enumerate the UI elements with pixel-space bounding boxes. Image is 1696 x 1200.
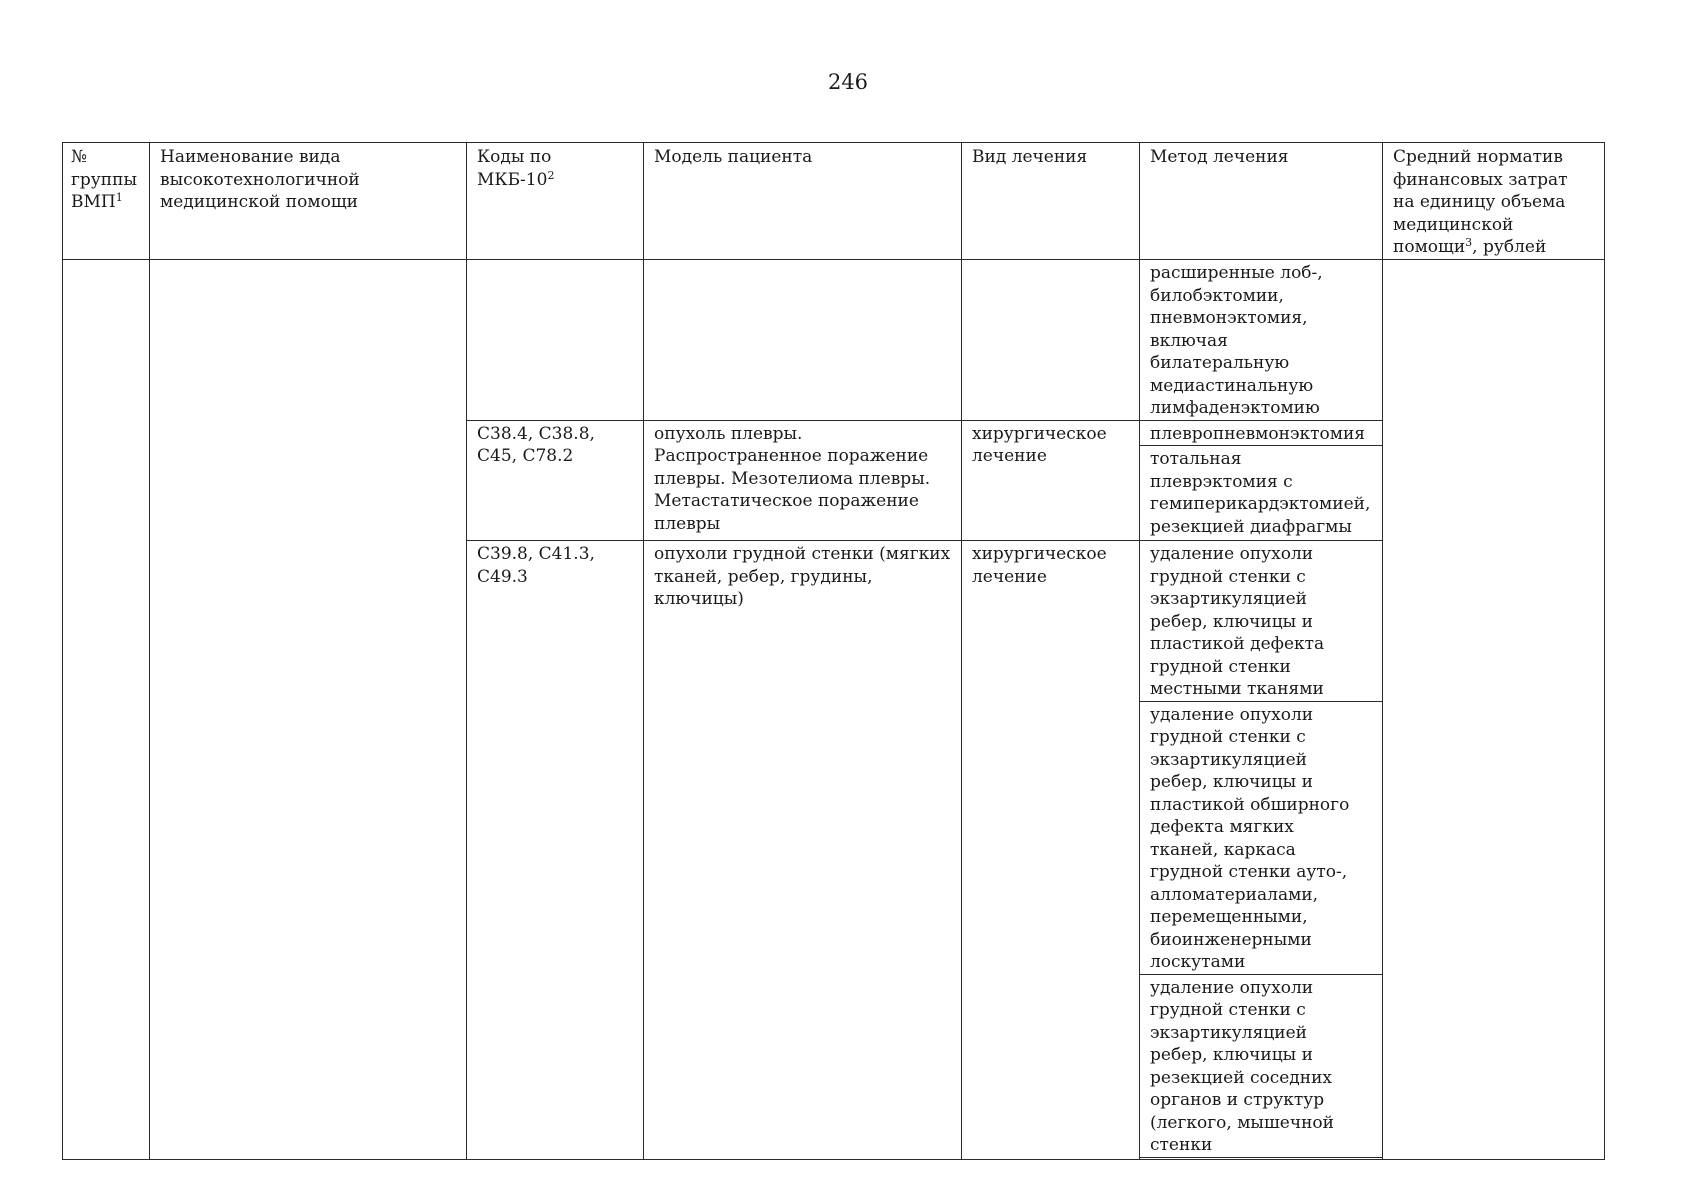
patient-model-cell: опухоль плевры. Распространенное поражение плевры. Мезотелиома плевры. Метастатическое поражение плевры (644, 420, 962, 541)
treatment-type-cell: хирургическое лечение (962, 541, 1140, 1160)
treatment-method-cell: удаление опухоли грудной стенки с экзартикуляцией ребер, ключицы и резекцией соседних органов и структур (легкого, мышечной стенки (1140, 974, 1383, 1157)
header-financial-norm: Средний норматив финансовых затрат на единицу объема медицинской помощи$^3$, рублей (1383, 143, 1605, 260)
patient-model-cell: опухоли грудной стенки (мягких тканей, ребер, грудины, ключицы) (644, 541, 962, 1160)
group-number-cell (63, 260, 150, 1160)
header-patient-model: Модель пациента (644, 143, 962, 260)
treatment-method-cell: удаление опухоли грудной стенки с экзартикуляцией ребер, ключицы и пластикой обширного дефекта мягких тканей, каркаса грудной стенки ауто-, алломатериалами, перемещенными, биоинженерными лоскутами (1140, 701, 1383, 974)
patient-model-cell (644, 260, 962, 421)
treatment-method-cell: расширенные лоб-, билобэктомии, пневмонэктомия, включая билатеральную медиастинальную лимфаденэктомию (1140, 260, 1383, 421)
treatment-method-cell: тотальная плеврэктомия с гемиперикардэктомией, резекцией диафрагмы (1140, 446, 1383, 541)
header-icd-codes: Коды по МКБ-$10^2$ (467, 143, 644, 260)
icd-codes-cell (467, 260, 644, 421)
financial-norm-cell (1383, 260, 1605, 1160)
treatment-type-cell (962, 260, 1140, 421)
page-number: 246 (827, 70, 869, 94)
header-treatment-type: Вид лечения (962, 143, 1140, 260)
table-row (63, 260, 1605, 421)
icd-codes-cell: C39.8, C41.3, C49.3 (467, 541, 644, 1160)
vmp-table (62, 142, 1605, 1160)
header-care-type-name: Наименование вида высокотехнологичной медицинской помощи (150, 143, 467, 260)
header-treatment-method: Метод лечения (1140, 143, 1383, 260)
treatment-type-cell: хирургическое лечение (962, 420, 1140, 541)
treatment-method-cell: плевропневмонэктомия (1140, 420, 1383, 446)
treatment-method-cell: удаление опухоли грудной стенки с экзартикуляцией ребер, ключицы и пластикой дефекта грудной стенки местными тканями (1140, 541, 1383, 702)
treatment-method-cell (1140, 1157, 1383, 1159)
header-group-number: № группы ВМП$^1$ (63, 143, 150, 260)
header-row (63, 143, 1605, 260)
care-type-name-cell (150, 260, 467, 1160)
icd-codes-cell: C38.4, C38.8, C45, C78.2 (467, 420, 644, 541)
